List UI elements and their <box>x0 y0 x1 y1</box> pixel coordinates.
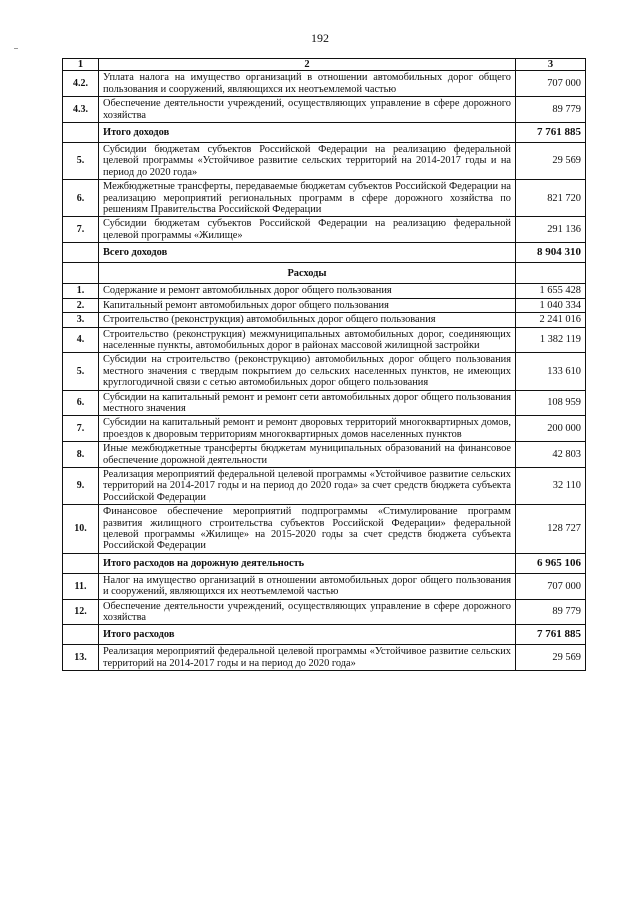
total-value: 8 904 310 <box>516 243 586 263</box>
total-row <box>63 123 586 143</box>
row-value: 89 779 <box>516 97 586 123</box>
row-description: Субсидии на строительство (реконструкцию) автомобильных дорог общего пользования местного значения с твердым покрытием до сельских населенных пунктов, не имеющих круглогодичной связи с сетью автомобильных дорог общего пользования <box>99 353 516 390</box>
section-title: Расходы <box>99 263 516 284</box>
row-number-cell: 4.3. <box>63 97 99 123</box>
row-value: 29 569 <box>516 645 586 671</box>
scan-mark <box>14 48 18 49</box>
row-number-cell: 6. <box>63 390 99 416</box>
row-value: 2 241 016 <box>516 313 586 327</box>
row-number-cell: 9. <box>63 467 99 504</box>
budget-table <box>62 58 586 671</box>
row-description: Иные межбюджетные трансферты бюджетам муниципальных образований на финансовое обеспечение дорожной деятельности <box>99 442 516 468</box>
row-description: Реализация мероприятий федеральной целевой программы «Устойчивое развитие сельских территорий на 2014-2017 годы и на период до 2020 года» <box>99 645 516 671</box>
row-number-cell: 2. <box>63 298 99 312</box>
row-number-cell: 3. <box>63 313 99 327</box>
row-value: 707 000 <box>516 71 586 97</box>
table-row <box>63 573 586 599</box>
table-header-row <box>63 59 586 71</box>
budget-table-body <box>63 59 586 671</box>
row-value: 108 959 <box>516 390 586 416</box>
row-value: 133 610 <box>516 353 586 390</box>
table-row <box>63 313 586 327</box>
row-value: 32 110 <box>516 467 586 504</box>
row-value: 707 000 <box>516 573 586 599</box>
row-number-cell: 8. <box>63 442 99 468</box>
row-description: Строительство (реконструкция) автомобильных дорог общего пользования <box>99 313 516 327</box>
row-value: 1 382 119 <box>516 327 586 353</box>
total-row <box>63 243 586 263</box>
table-row <box>63 180 586 217</box>
row-description: Субсидии бюджетам субъектов Российской Федерации на реализацию федеральной целевой программы «Устойчивое развитие сельских территорий на 2014-2017 годы и на период до 2020 года» <box>99 143 516 180</box>
table-row <box>63 353 586 390</box>
row-description: Капитальный ремонт автомобильных дорог общего пользования <box>99 298 516 312</box>
row-number-cell: 4.2. <box>63 71 99 97</box>
row-value: 42 803 <box>516 442 586 468</box>
row-description: Субсидии бюджетам субъектов Российской Федерации на реализацию федеральной целевой программы «Жилище» <box>99 217 516 243</box>
row-description: Налог на имущество организаций в отношении автомобильных дорог общего пользования и сооружений, являющихся их неотъемлемой частью <box>99 573 516 599</box>
table-row <box>63 284 586 298</box>
row-number-cell: 7. <box>63 416 99 442</box>
row-description: Реализация мероприятий федеральной целевой программы «Устойчивое развитие сельских территорий на 2014-2017 годы и на период до 2020 года» за счет средств бюджета субъекта Российской Федерации <box>99 467 516 504</box>
row-value: 291 136 <box>516 217 586 243</box>
row-description: Субсидии на капитальный ремонт и ремонт сети автомобильных дорог общего пользования местного значения <box>99 390 516 416</box>
row-number-cell: 4. <box>63 327 99 353</box>
row-value: 200 000 <box>516 416 586 442</box>
row-number-cell <box>63 625 99 645</box>
row-value: 29 569 <box>516 143 586 180</box>
row-description: Обеспечение деятельности учреждений, осуществляющих управление в сфере дорожного хозяйства <box>99 97 516 123</box>
row-value: 1 655 428 <box>516 284 586 298</box>
table-row <box>63 416 586 442</box>
table-row <box>63 599 586 625</box>
row-description: Уплата налога на имущество организаций в отношении автомобильных дорог общего пользования и сооружений, являющихся их неотъемлемой частью <box>99 71 516 97</box>
row-number-cell: 11. <box>63 573 99 599</box>
total-label: Итого расходов на дорожную деятельность <box>99 553 516 573</box>
row-description: Субсидии на капитальный ремонт и ремонт дворовых территорий многоквартирных домов, проездов к дворовым территориям многоквартирных домов населенных пунктов <box>99 416 516 442</box>
total-value: 6 965 106 <box>516 553 586 573</box>
row-number-cell: 10. <box>63 505 99 554</box>
header-col-3: 3 <box>516 59 586 71</box>
row-value: 89 779 <box>516 599 586 625</box>
row-number-cell <box>63 243 99 263</box>
row-number-cell: 6. <box>63 180 99 217</box>
table-row <box>63 645 586 671</box>
table-row <box>63 298 586 312</box>
table-row <box>63 390 586 416</box>
header-col-1: 1 <box>63 59 99 71</box>
total-value: 7 761 885 <box>516 123 586 143</box>
row-description: Межбюджетные трансферты, передаваемые бюджетам субъектов Российской Федерации на реализацию мероприятий региональных программ в сфере дорожного хозяйства по решениям Правительства Российской Федерации <box>99 180 516 217</box>
total-row <box>63 553 586 573</box>
total-label: Итого расходов <box>99 625 516 645</box>
row-description: Строительство (реконструкция) межмуниципальных автомобильных дорог, соединяющих населенные пункты, автомобильных дорог в районах массовой жилищной застройки <box>99 327 516 353</box>
row-number-cell: 5. <box>63 143 99 180</box>
row-value: 821 720 <box>516 180 586 217</box>
row-number-cell: 1. <box>63 284 99 298</box>
table-row <box>63 505 586 554</box>
row-description: Содержание и ремонт автомобильных дорог общего пользования <box>99 284 516 298</box>
row-number-cell <box>63 553 99 573</box>
row-value: 128 727 <box>516 505 586 554</box>
total-row <box>63 625 586 645</box>
table-row <box>63 143 586 180</box>
total-label: Всего доходов <box>99 243 516 263</box>
table-row <box>63 327 586 353</box>
row-number-cell <box>63 263 99 284</box>
row-number-cell: 7. <box>63 217 99 243</box>
value-cell <box>516 263 586 284</box>
total-label: Итого доходов <box>99 123 516 143</box>
header-col-2: 2 <box>99 59 516 71</box>
table-row <box>63 442 586 468</box>
row-number-cell: 13. <box>63 645 99 671</box>
row-description: Обеспечение деятельности учреждений, осуществляющих управление в сфере дорожного хозяйства <box>99 599 516 625</box>
table-row <box>63 467 586 504</box>
row-value: 1 040 334 <box>516 298 586 312</box>
section-header-row <box>63 263 586 284</box>
table-row <box>63 97 586 123</box>
row-number-cell <box>63 123 99 143</box>
page-number: 192 <box>311 31 329 45</box>
table-row <box>63 71 586 97</box>
table-row <box>63 217 586 243</box>
row-number-cell: 12. <box>63 599 99 625</box>
total-value: 7 761 885 <box>516 625 586 645</box>
row-number-cell: 5. <box>63 353 99 390</box>
row-description: Финансовое обеспечение мероприятий подпрограммы «Стимулирование программ развития жилищного строительства субъектов Российской Федерации» федеральной целевой программы «Жилище» на 2015-2020 годы за счет средств бюджета субъекта Российской Федерации <box>99 505 516 554</box>
